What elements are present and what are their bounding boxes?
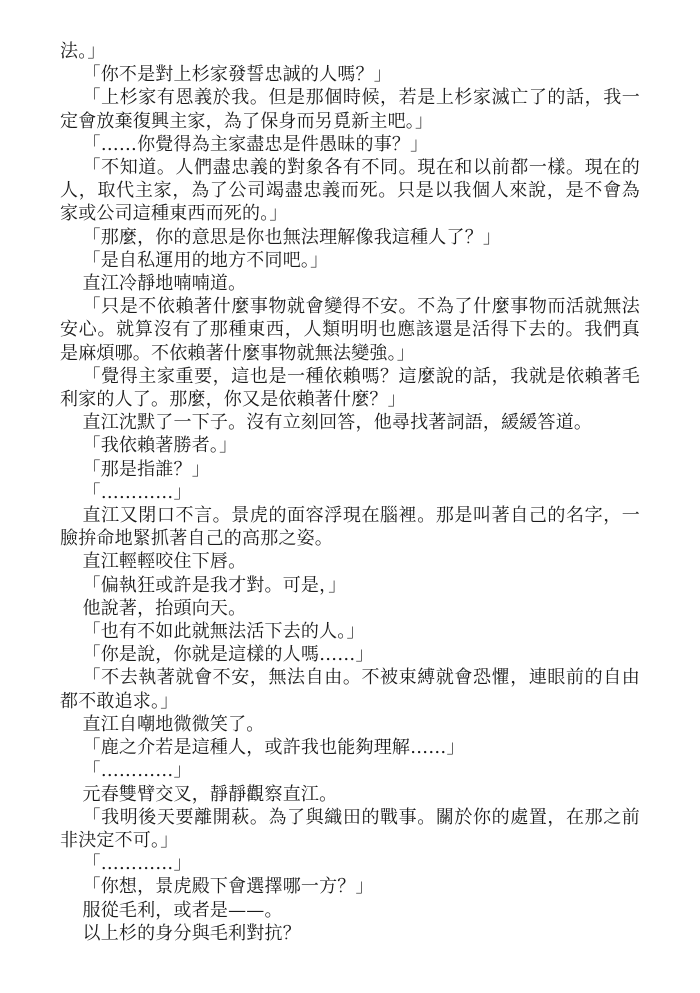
paragraph: 直江自嘲地微微笑了。 <box>82 713 265 735</box>
paragraph: 「…………」 <box>82 760 192 782</box>
paragraph: 他說著，抬頭向天。 <box>82 597 247 619</box>
document-page <box>60 40 640 945</box>
paragraph: 「不去執著就會不安，無法自由。不被束縛就會恐懼，連眼前的自由都不敢追求。」 <box>60 667 640 712</box>
paragraph: 「覺得主家重要，這也是一種依賴嗎？這麼說的話，我就是依賴著毛利家的人了。那麼，你又是依賴著什麼？」 <box>60 365 640 411</box>
paragraph: 直江又閉口不言。景虎的面容浮現在腦裡。那是叫著自己的名字，一臉拚命地緊抓著自己的高那之姿。 <box>60 505 640 550</box>
paragraph: 法。」 <box>60 41 106 62</box>
paragraph: 「也有不如此就無法活下去的人。」 <box>82 621 365 643</box>
paragraph: 「你不是對上杉家發誓忠誠的人嗎？」 <box>82 64 392 86</box>
paragraph: 直江冷靜地喃喃道。 <box>82 273 247 295</box>
paragraph: 「那是指誰？」 <box>82 458 210 480</box>
paragraph: 「那麼，你的意思是你也無法理解像我這種人了？」 <box>82 226 502 248</box>
paragraph: 「是自私運用的地方不同吧。」 <box>82 249 329 271</box>
paragraph: 「偏執狂或許是我才對。可是，」 <box>82 574 347 596</box>
paragraph: 服從毛利，或者是——。 <box>82 899 283 921</box>
paragraph: 「不知道。人們盡忠義的對象各有不同。現在和以前都一樣。現在的人，取代主家，為了公司竭盡忠義而死。只是以我個人來說，是不會為家或公司這種東西而死的。」 <box>60 157 640 225</box>
paragraph: 直江沈默了一下子。沒有立刻回答，他尋找著詞語，緩緩答道。 <box>82 412 593 434</box>
paragraph: 元春雙臂交叉，靜靜觀察直江。 <box>82 783 338 805</box>
paragraph: 「你是說，你就是這樣的人嗎……」 <box>82 644 374 666</box>
paragraph: 「……你覺得為主家盡忠是件愚昧的事？」 <box>82 133 429 155</box>
paragraph: 「…………」 <box>82 853 192 875</box>
paragraph: 「你想，景虎殿下會選擇哪一方？」 <box>82 876 374 898</box>
paragraph: 「我明後天要離開萩。為了與織田的戰事。關於你的處置，在那之前非決定不可。」 <box>60 806 640 851</box>
paragraph: 「鹿之介若是這種人，或許我也能夠理解……」 <box>82 737 465 759</box>
paragraph: 直江輕輕咬住下唇。 <box>82 551 247 573</box>
paragraph: 「…………」 <box>82 481 192 503</box>
paragraph: 「我依賴著勝者。」 <box>82 435 238 457</box>
paragraph: 「只是不依賴著什麼事物就會變得不安。不為了什麼事物而活就無法安心。就算沒有了那種東西，人類明明也應該還是活得下去的。我們真是麻煩哪。不依賴著什麼事物就無法變強。」 <box>60 296 640 364</box>
paragraph: 以上杉的身分與毛利對抗？ <box>82 922 301 944</box>
paragraph: 「上杉家有恩義於我。但是那個時候，若是上杉家滅亡了的話，我一定會放棄復興主家，為了保身而另覓新主吧。」 <box>60 87 640 132</box>
